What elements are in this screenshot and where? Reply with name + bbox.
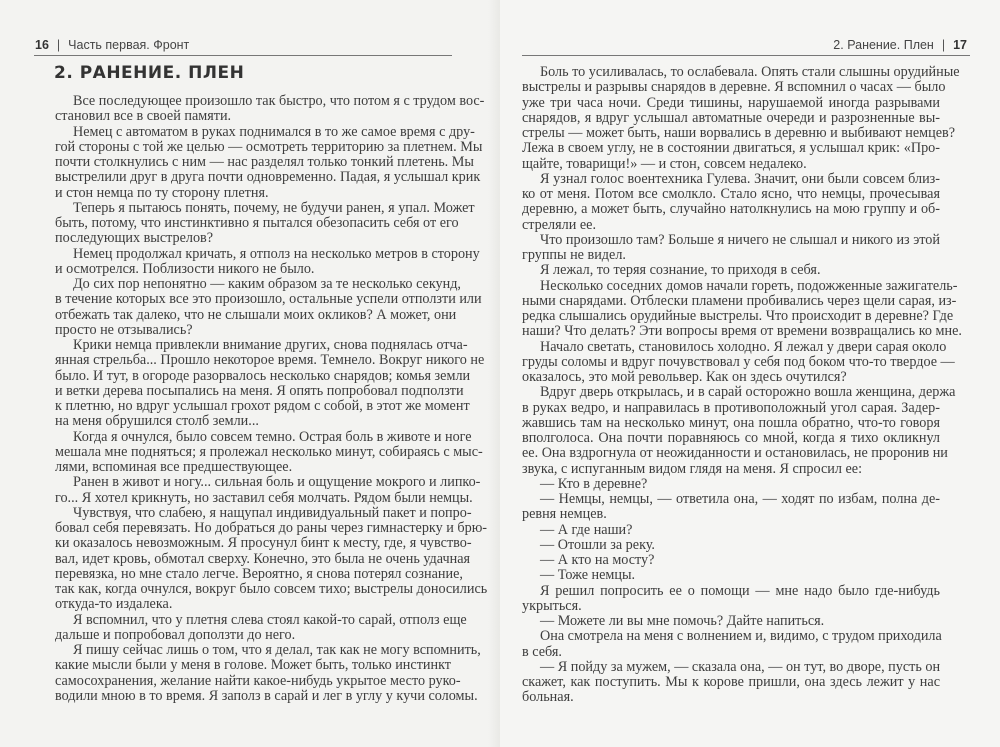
text-line: — Можете ли вы мне помочь? Дайте напиться. [540,613,825,629]
text-line: и стон немца по ту сторону плетня. [55,184,269,201]
chapter-title: 2. РАНЕНИЕ. ПЛЕН [54,63,245,83]
divider: | [941,38,946,52]
paragraph [522,584,940,615]
text-line: самосохранения, желание найти какое-нибудь укрытое место руко- [55,672,461,689]
paragraph [522,614,940,629]
running-head-left [35,38,189,52]
text-line: стреляли ее. [522,216,597,233]
text-line: ными снарядами. Отблески пламени пробивались через щели сарая, из- [522,292,957,309]
text-line: — А где наши? [540,521,633,538]
text-line: Что произошло там? Больше я ничего не слышал и никого из этой [540,231,940,248]
paragraph [522,233,940,264]
text-line: дальше и попробовал доползти до него. [55,626,296,643]
paragraph [55,199,475,247]
text-line: янная стрельба... Прошло некоторое время. Темнело. Вокруг никого не [55,352,485,369]
paragraph [522,384,956,477]
text-line: Немец с автоматом в руках поднимался в то же самое время с дру- [73,123,475,140]
text-line: последующих выстрелов? [55,230,214,247]
paragraph [522,263,940,278]
text-line: гой стороны с той же целью — осмотреть территорию за плетнем. Мы [55,138,483,155]
text-line: вал, идет кровь, обмотал сверху. Конечно, это была не очень удачная [55,550,471,567]
text-line: Несколько соседних домов начали гореть, подожженные зажигатель- [540,277,958,294]
page-body [55,93,488,704]
paragraph [55,337,485,430]
text-line: в себя. [522,643,562,660]
text-line: скажет, как поступить. Мы к корове пришли, она здесь лежит у нас [522,674,940,690]
paragraph [522,492,940,523]
text-line: вполголоса. Она почти поравняюсь со мной, когда я тихо окликнул [522,430,940,446]
text-line: оказалось, это мой револьвер. Как он здесь очутился? [522,369,847,385]
text-line: груды соломы и вдруг почувствовал у себя под боком что-то твердое — [522,353,955,370]
running-head-right [833,38,967,52]
text-line: ко от меня. Потом все смолкло. Стало ясно, что немцы, прочесывая [522,186,940,202]
text-line: откуда-то издалека. [55,596,173,613]
text-line: Лежа в своем углу, не в состоянии двигаться, я услышал крик: «Про- [522,140,940,157]
paragraph [55,276,482,338]
text-line: перевязка, но мне стало легче. Вероятно, я снова потерял сознание, [55,565,463,582]
text-line: стрелы — может быть, наши ворвались в деревню и выбивают немцев? [522,125,956,141]
paragraph [522,338,955,386]
paragraph [522,660,940,706]
paragraph [522,523,940,538]
text-line: становил все в своей памяти. [55,108,232,125]
text-line: Ранен в живот и ногу... сильная боль и ощущение мокрого и липко- [73,474,481,491]
paragraph [522,277,962,340]
text-line: Боль то усиливалась, то ослабевала. Опять стали слышны орудийные [540,64,960,80]
divider: | [56,38,61,52]
text-line: к плетню, но вдруг услышал грохот рядом с собой, в этот же момент [55,398,470,414]
paragraph [55,642,481,704]
text-line: Я лежал, то теряя сознание, то приходя в себя. [540,262,821,279]
text-line: и ветки дерева посыпались на меня. Я опять попробовал подползти [55,382,464,399]
text-line: щайте, товарищи!» — и стон, совсем недалеко. [522,155,807,172]
text-line: ки оказалось невозможным. Я просунул бинт к месту, где, я чувство- [55,535,472,552]
text-line: отбежать так далеко, что не слышали моих окликов? А может, они [55,306,457,323]
text-line: — Отошли за реку. [540,536,655,553]
paragraph [55,123,483,201]
text-line: — Кто в деревне? [540,475,648,492]
paragraph [55,245,480,278]
text-line: Она смотрела на меня с волнением и, видимо, с трудом приходила [540,628,942,645]
paragraph [55,474,481,506]
paragraph [522,538,940,553]
text-line: Все последующее произошло так быстро, что потом я с трудом вос- [73,93,485,109]
text-line: наши? Что делать? Эти вопросы время от времени возвращались ко мне. [522,323,962,340]
text-line: Чувствуя, что слабею, я нащупал индивидуальный пакет и попро- [73,504,472,521]
text-line: Крики немца привлекли внимание других, снова поднялась отча- [73,337,468,353]
text-line: лями, вспоминая все предшествующее. [55,459,293,475]
text-line: жавшись там на несколько минут, она пошла обратно, что-то говоря [522,414,940,431]
text-line: быть, потому, что инстинктивно я пытался обезопасить себя от его [55,215,459,231]
text-line: Я узнал голос воентехника Гулева. Значит, они были совсем близ- [540,170,940,187]
paragraph [55,428,483,476]
text-line: Я решил попросить ее о помощи — мне надо было где-нибудь [540,582,940,599]
text-line: бовал себя перевязать. Но добраться до раны через гимнастерку и брю- [55,520,488,536]
paragraph [522,64,960,172]
text-line: больная. [522,689,574,706]
paragraph [522,629,940,660]
text-line: Теперь я пытаюсь понять, почему, не будучи ранен, я упал. Может [73,199,475,216]
text-line: уже три часа ночи. Среди тишины, нарушаемой иногда разрывами [522,94,940,111]
text-line: ревня немцев. [522,506,607,523]
text-line: редка слышались орудийные выстрелы. Что происходит в деревне? Где [522,308,954,324]
text-line: водили мною в то время. Я заполз в сарай и лег в углу у кучи соломы. [55,687,478,704]
text-line: — Немцы, немцы, — ответила она, — ходят по избам, полна де- [540,491,940,507]
text-line: было. И тут, в огороде разорвалось несколько снарядов; комья земли [55,367,471,384]
page-body [522,64,962,706]
paragraph [55,504,488,613]
text-line: выстрелили друг в друга почти одновременно. Падая, я услышал крик [55,169,481,186]
paragraph [55,93,485,125]
text-line: Когда я очнулся, было совсем темно. Острая боль в животе и ноге [73,428,472,445]
text-line: Начало светать, становилось холодно. Я лежал у двери сарая около [540,338,947,355]
text-line: — Я пойду за мужем, — сказала она, — он тут, во дворе, пусть он [540,658,941,675]
header-rule [34,55,452,56]
running-head-text: Часть первая. Фронт [68,38,190,52]
text-line: Я пишу сейчас лишь о том, что я делал, так как не могу вспомнить, [73,642,481,658]
text-line: мешала мне подняться; я пролежал несколько минут, собираясь с мыс- [55,443,483,460]
text-line: го... Я хотел крикнуть, но заставил себя молчать. Рядом были немцы. [55,489,473,506]
text-line: Немец продолжал кричать, я отполз на несколько метров в сторону [73,245,480,262]
text-line: просто не отзывались? [55,321,193,338]
text-line: деревню, а может быть, случайно натолкнулись на мою группу и об- [522,201,940,218]
text-line: укрыться. [522,597,582,614]
right-page [500,0,1000,747]
header-rule [522,55,970,56]
text-line: — Тоже немцы. [540,567,636,584]
text-line: группы не видел. [522,247,626,263]
text-line: так как, когда очнулся, вокруг было совсем тихо; выстрелы доносились [55,581,488,597]
paragraph [522,172,940,233]
text-line: и осмотрелся. Поблизости никого не было. [55,260,315,277]
text-line: выстрелы и разрывы снарядов в деревне. Я вспомнил о часах — было [522,79,946,96]
text-line: почти столкнулись с ним — нас разделял только тонкий плетень. Мы [55,154,474,170]
paragraph [522,477,940,492]
page-number: 16 [35,38,49,52]
paragraph [522,553,940,568]
text-line: — А кто на мосту? [540,552,655,568]
text-line: Я вспомнил, что у плетня слева стоял какой-то сарай, отполз еще [73,611,467,628]
text-line: на меня обрушился столб земли... [55,413,259,430]
text-line: Вдруг дверь открылась, и в сарай осторожно вошла женщина, держа [540,384,956,401]
text-line: звука, с испуганным видом глядя на меня. Я спросил ее: [522,460,863,477]
text-line: в руках ведро, и направилась в противоположный угол сарая. Задер- [522,399,940,416]
text-line: До сих пор непонятно — каким образом за те несколько секунд, [73,276,461,292]
running-head-text: 2. Ранение. Плен [833,38,934,52]
text-line: какие мысли были у меня в голове. Может быть, только инстинкт [55,657,451,674]
paragraph [55,611,467,644]
paragraph [522,568,940,583]
page-number: 17 [953,38,967,52]
text-line: ее. Она вздрогнула от неожиданности и остановилась, не проронив ни [522,445,948,462]
text-line: снарядов, я вдруг услышал автоматные очереди и разрозненные вы- [522,109,940,126]
text-line: в течение которых все это произошло, остальные успели отползти или [55,291,482,308]
